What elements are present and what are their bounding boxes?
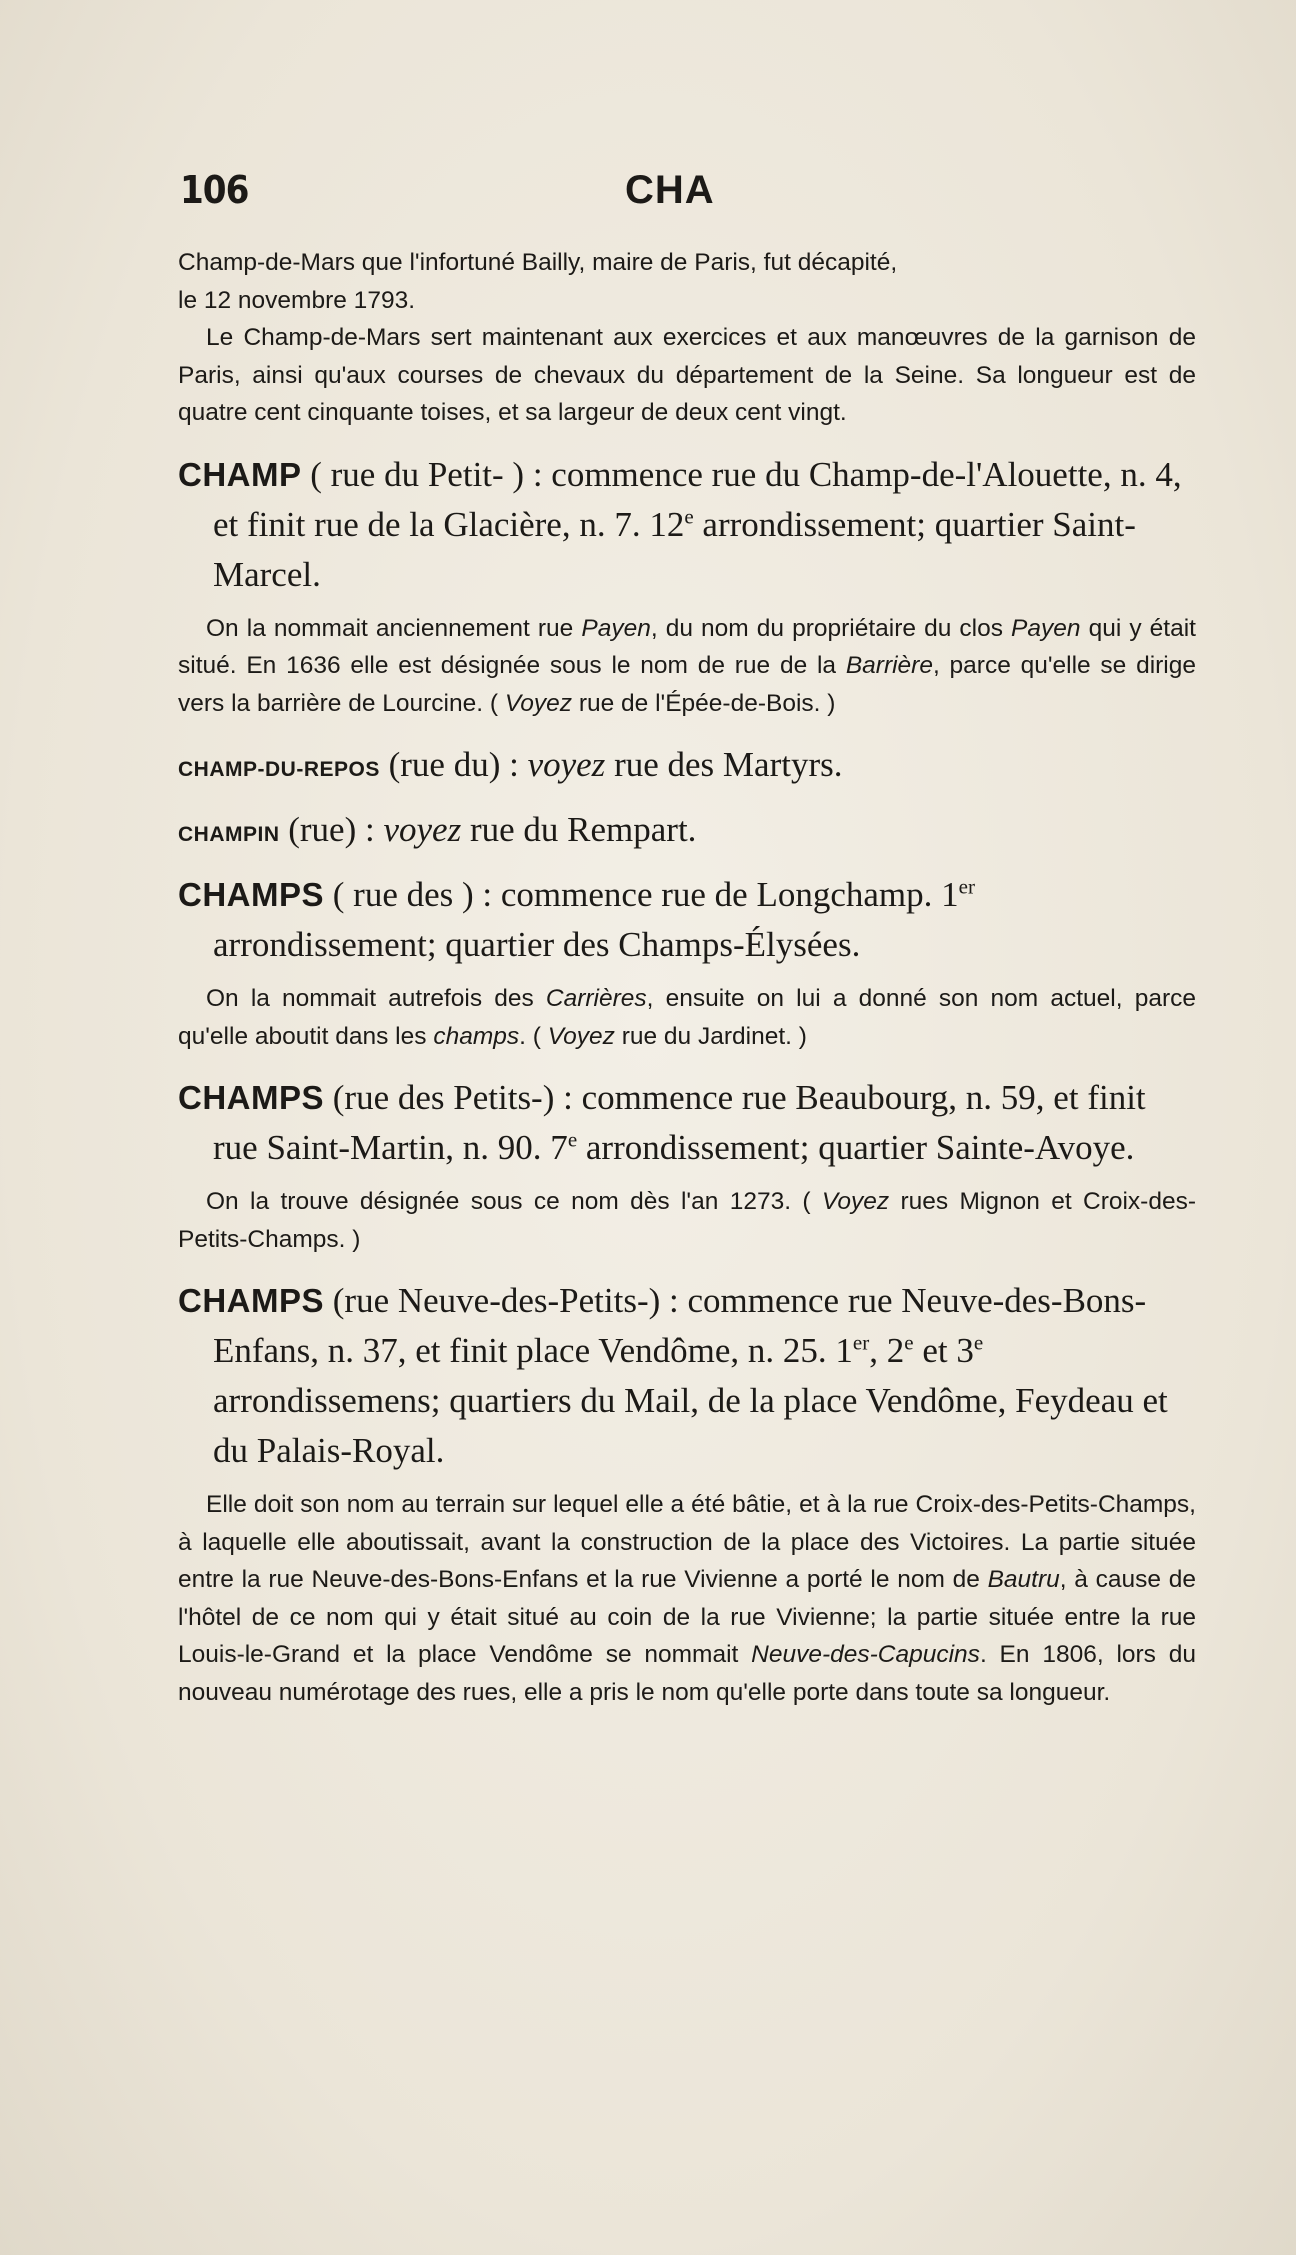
page-header: [180, 168, 1210, 228]
note-paragraph: Elle doit son nom au terrain sur lequel elle a été bâtie, et à la rue Croix-des-Petits-Champs, à laquelle elle aboutissait, avant la construction de la place des Victoires. La partie située entre la rue Neuve-des-Bons-Enfans et la rue Vivienne a porté le nom de Bautru, à cause de l'hôtel de ce nom qui y était situé au coin de la rue Vivienne; la partie située entre la rue Louis-le-Grand et la place Vendôme se nommait Neuve-des-Capucins. En 1806, lors du nouveau numérotage des rues, elle a pris le nom qu'elle porte dans toute sa longueur.: [178, 1491, 1196, 1706]
entry-headword: CHAMPS: [178, 1282, 325, 1319]
entry-champs-neuve-petits: CHAMPS (rue Neuve-des-Petits-) : commence rue Neuve-des-Bons-Enfans, n. 37, et finit place Vendôme, n. 25. 1er, 2e et 3e arrondissemens; quartiers du Mail, de la place Vendôme, Feydeau et du Palais-Royal.: [178, 1281, 1168, 1470]
running-head: CHA: [625, 168, 715, 212]
page-number: 106: [180, 168, 249, 212]
entry-champs: CHAMPS ( rue des ) : commence rue de Longchamp. 1er arrondissement; quartier des Champs-Élysées.: [178, 874, 975, 964]
entry-champin: CHAMPIN (rue) : voyez rue du Rempart.: [178, 810, 697, 849]
entry-champ-du-repos: CHAMP-DU-REPOS (rue du) : voyez rue des Martyrs.: [178, 745, 843, 784]
entry-headword: CHAMP: [178, 455, 302, 493]
page-body: [178, 244, 1196, 1711]
continuation-text: Champ-de-Mars que l'infortuné Bailly, maire de Paris, fut décapité, le 12 novembre 1793.: [178, 249, 898, 314]
note-paragraph: On la nommait autrefois des Carrières, ensuite on lui a donné son nom actuel, parce qu'elle aboutit dans les champs. ( Voyez rue du Jardinet. ): [178, 985, 1196, 1050]
entry-headword: CHAMPIN: [178, 823, 280, 846]
entry-champs-petits: CHAMPS (rue des Petits-) : commence rue Beaubourg, n. 59, et finit rue Saint-Martin, n. 90. 7e arrondissement; quartier Sainte-Avoye.: [178, 1078, 1146, 1167]
entry-champ: CHAMP ( rue du Petit- ) : commence rue du Champ-de-l'Alouette, n. 4, et finit rue de la Glacière, n. 7. 12e arrondissement; quartier Saint-Marcel.: [178, 454, 1182, 594]
entry-headword: CHAMPS: [178, 876, 325, 913]
entry-headword: CHAMP-DU-REPOS: [178, 758, 380, 781]
note-paragraph: On la trouve désignée sous ce nom dès l'an 1273. ( Voyez rues Mignon et Croix-des-Petits-Champs. ): [178, 1188, 1196, 1253]
note-paragraph: Le Champ-de-Mars sert maintenant aux exercices et aux manœuvres de la garnison de Paris, ainsi qu'aux courses de chevaux du département de la Seine. Sa longueur est de quatre cent cinquante toises, et sa largeur de deux cent vingt.: [178, 324, 1196, 426]
entry-headword: CHAMPS: [178, 1079, 325, 1116]
note-paragraph: On la nommait anciennement rue Payen, du nom du propriétaire du clos Payen qui y était situé. En 1636 elle est désignée sous le nom de rue de la Barrière, parce qu'elle se dirige vers la barrière de Lourcine. ( Voyez rue de l'Épée-de-Bois. ): [178, 614, 1197, 717]
